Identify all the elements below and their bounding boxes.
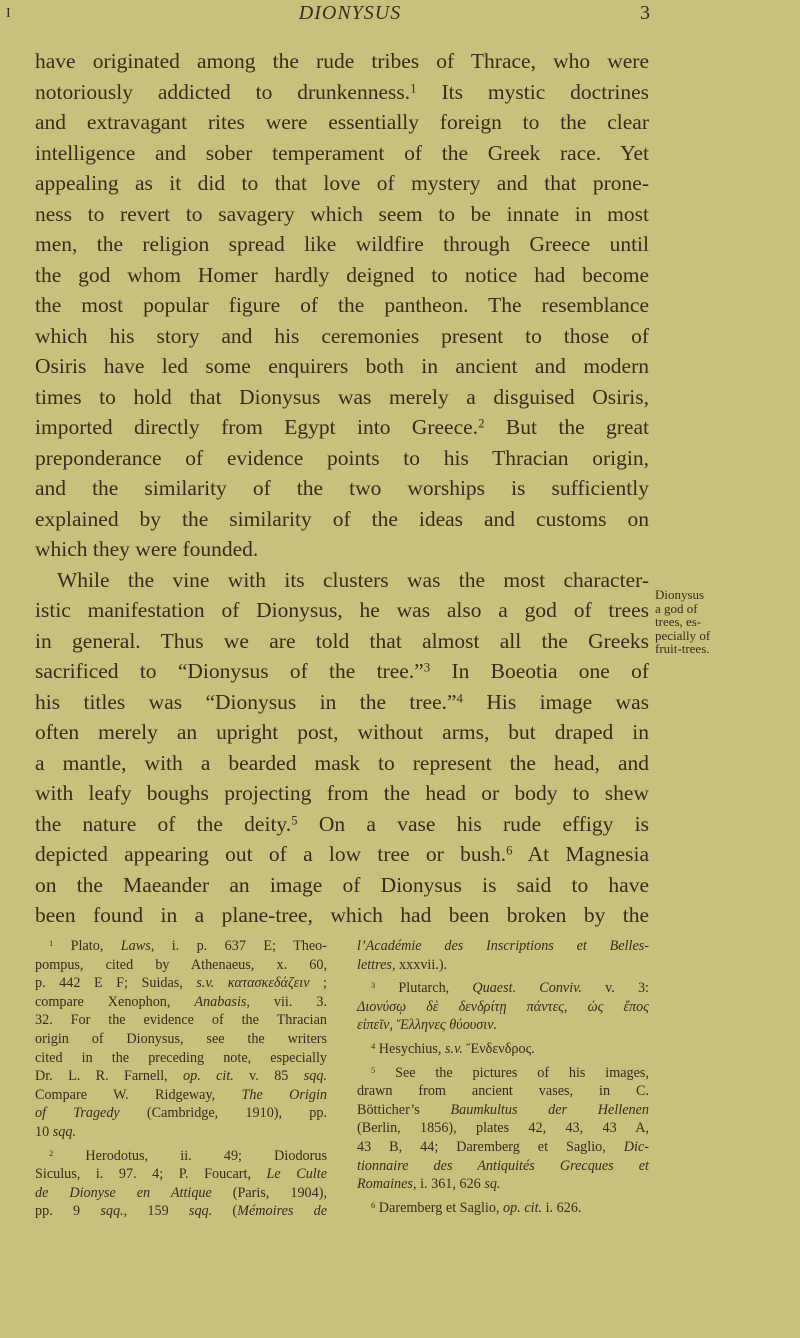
text-segment: Osiris have led some enquirers both in ancient and modern	[35, 354, 649, 378]
italic-text: Baumkultus der Hellenen	[450, 1101, 649, 1118]
margin-note-line: pecially of	[655, 627, 711, 643]
italic-text: sq.	[484, 1176, 501, 1193]
text-segment: appealing as it did to that love of mystery and that prone-	[35, 171, 649, 195]
italic-text: sqq.	[303, 1068, 327, 1085]
text-line	[35, 107, 649, 138]
text-segment: (Paris, 1904),	[211, 1184, 328, 1201]
text-line	[35, 956, 327, 975]
text-line	[35, 1104, 327, 1123]
footnote-marker: 3	[423, 660, 431, 675]
text-segment: , i. p. 637 E; Theo-	[150, 938, 328, 954]
text-segment: 32. For the evidence of the Thracian	[35, 1012, 327, 1029]
italic-text: op. cit.	[503, 1199, 543, 1216]
text-segment: Herodotus, ii. 49; Diodorus	[53, 1147, 327, 1164]
text-segment: (Berlin, 1856), plates 42, 43, 43 A,	[357, 1120, 649, 1137]
text-line	[35, 534, 649, 565]
italic-text: Dic-	[623, 1138, 649, 1155]
footnote-marker: 2	[49, 1147, 54, 1158]
text-line	[35, 46, 649, 77]
text-line	[35, 1049, 327, 1068]
italic-text: tionnaire des Antiquités Grecques et	[357, 1157, 649, 1174]
text-line	[35, 993, 327, 1012]
text-segment: the most popular figure of the pantheon. The resemblance	[35, 293, 649, 317]
text-line	[35, 717, 649, 748]
text-line	[35, 1165, 327, 1184]
text-line	[357, 937, 649, 956]
text-line	[35, 870, 649, 901]
text-segment: a mantle, with a bearded mask to represent the head, and	[35, 750, 649, 775]
text-segment: cited in the preceding note, especially	[35, 1049, 327, 1066]
text-segment: p. 442 E F; Suidas,	[35, 975, 197, 992]
italic-text: s.v.	[445, 1040, 463, 1057]
text-line	[35, 168, 649, 199]
footnote-marker: 1	[49, 937, 54, 948]
text-line	[35, 626, 649, 657]
text-line	[357, 956, 649, 975]
text-segment: Dr. L. R. Farnell,	[35, 1068, 184, 1085]
text-line	[357, 979, 649, 998]
italic-text: sqq.	[100, 1203, 124, 1220]
footnote-marker: 4	[456, 691, 463, 706]
text-line	[35, 290, 649, 321]
text-line	[35, 974, 327, 993]
italic-text: εἰπεῖν, Ἕλληνες θύουσιν.	[357, 1017, 498, 1034]
footnote-marker: 1	[410, 81, 417, 96]
text-line	[35, 199, 649, 230]
text-line	[35, 1011, 327, 1030]
text-segment: Plato,	[53, 938, 121, 954]
footnote-marker: 2	[478, 416, 485, 431]
margin-note-line: Dionysus	[655, 587, 705, 602]
text-line	[35, 1067, 327, 1086]
text-line	[35, 1030, 327, 1049]
text-segment: times to hold that Dionysus was merely a disguised Osiris,	[35, 384, 649, 409]
text-segment: (Cambridge, 1910), pp.	[119, 1105, 327, 1122]
text-segment: Its mystic doctrines	[416, 79, 649, 104]
text-segment: in general. Thus we are told that almost all the Greeks	[35, 628, 649, 653]
text-line	[35, 687, 649, 718]
body-text	[35, 46, 649, 931]
text-line	[35, 1202, 327, 1221]
italic-text: sqq.	[188, 1203, 213, 1220]
text-line	[35, 900, 649, 931]
text-line	[35, 382, 649, 413]
text-segment: men, the religion spread like wildfire through Greece until	[35, 232, 649, 256]
italic-text: s.v. κατασκεδάζειν	[196, 975, 310, 992]
text-segment: which they were founded.	[35, 537, 259, 561]
text-segment: been found in a plane-tree, which had been broken by the	[35, 903, 649, 927]
text-segment: But the great	[484, 415, 649, 439]
text-segment: On a vase his rude effigy is	[297, 811, 649, 836]
text-segment: 10	[35, 1123, 53, 1140]
text-line	[357, 1175, 649, 1194]
text-line	[357, 1157, 649, 1176]
text-line	[35, 809, 649, 840]
text-segment: Bötticher’s	[357, 1101, 451, 1118]
text-segment: His image was	[463, 689, 649, 714]
text-segment: pp. 9	[35, 1203, 101, 1220]
page-number: 3	[640, 2, 650, 24]
italic-text: lettres	[357, 956, 392, 973]
text-line	[35, 778, 649, 809]
text-segment: drawn from ancient vases, in C.	[357, 1083, 649, 1100]
text-segment: , vii. 3.	[246, 993, 327, 1010]
text-segment: which his story and his ceremonies present to those of	[35, 323, 649, 348]
text-line	[35, 351, 649, 382]
text-line	[35, 1147, 327, 1166]
text-segment: preponderance of evidence points to his Thracian origin,	[35, 445, 649, 470]
text-segment: istic manifestation of Dionysus, he was also a god of trees	[35, 598, 649, 622]
text-line	[357, 1138, 649, 1157]
text-line	[35, 504, 649, 535]
text-line	[357, 1040, 649, 1059]
text-line	[35, 229, 649, 260]
italic-text: op. cit.	[183, 1068, 234, 1085]
text-line	[35, 77, 649, 108]
text-segment: have originated among the rude tribes of Thrace, who were	[35, 49, 649, 73]
text-segment: v. 85	[233, 1068, 304, 1085]
text-line	[35, 321, 649, 352]
text-segment: ;	[309, 975, 327, 992]
italic-text: de Dionyse en Attique	[35, 1184, 212, 1201]
italic-text: Mémoires de	[237, 1203, 328, 1220]
running-title: DIONYSUS	[298, 2, 402, 24]
text-segment: ness to revert to savagery which seem to be innate in most	[35, 201, 649, 226]
italic-text: The Origin	[241, 1086, 327, 1103]
italic-text: sqq.	[52, 1123, 76, 1140]
text-segment: explained by the similarity of the ideas and customs on	[35, 506, 649, 531]
text-line	[35, 260, 649, 291]
italic-text: Le Culte	[266, 1166, 327, 1183]
footnote-marker: 4	[371, 1040, 376, 1051]
text-segment: with leafy boughs projecting from the head or body to shew	[35, 781, 649, 805]
volume-marker: I	[6, 6, 11, 21]
text-line	[35, 937, 327, 956]
text-segment: pompus, cited by Athenaeus, x. 60,	[35, 956, 327, 973]
italic-text: of Tragedy	[35, 1105, 120, 1122]
text-segment: In Boeotia one of	[430, 659, 649, 683]
text-line	[35, 1123, 327, 1142]
italic-text: Quaest. Conviv.	[472, 980, 582, 997]
text-line	[35, 412, 649, 443]
italic-text: Laws	[120, 938, 151, 954]
text-segment: on the Maeander an image of Dionysus is said to have	[35, 872, 649, 897]
margin-note-line: trees, es-	[655, 614, 702, 629]
text-segment: , xxxvii.).	[391, 956, 448, 973]
text-segment: and the similarity of the two worships is sufficiently	[35, 476, 649, 500]
text-segment: depicted appearing out of a low tree or bush.	[35, 842, 507, 866]
text-segment: (	[212, 1203, 238, 1220]
text-segment: sacrificed to “Dionysus of the tree.”	[35, 659, 424, 683]
text-segment: , i. 361, 626	[412, 1176, 485, 1193]
text-segment: While the vine with its clusters was the most character-	[57, 567, 649, 592]
text-segment: origin of Dionysus, see the writers	[35, 1030, 327, 1047]
text-line	[35, 473, 649, 504]
text-segment: 43 B, 44; Daremberg et Saglio,	[357, 1138, 624, 1155]
footnote-marker: 6	[371, 1199, 376, 1210]
footnotes-right-column	[357, 937, 649, 1217]
text-segment: his titles was “Dionysus in the tree.”	[35, 689, 457, 714]
text-line	[357, 1199, 649, 1218]
text-segment: imported directly from Egypt into Greece.	[35, 415, 479, 439]
text-line	[357, 1119, 649, 1138]
italic-text: Romaines	[357, 1176, 413, 1193]
text-line	[35, 443, 649, 474]
text-segment: Siculus, i. 97. 4; P. Foucart,	[35, 1166, 267, 1183]
text-line	[357, 1016, 649, 1035]
text-segment: i. 626.	[542, 1199, 582, 1216]
text-segment: notoriously addicted to drunkenness.	[35, 79, 411, 104]
text-segment: Hesychius,	[375, 1040, 445, 1057]
text-segment: At Magnesia	[512, 842, 649, 866]
italic-text: l’Académie des Inscriptions et Belles-	[357, 938, 649, 954]
text-segment: intelligence and sober temperament of the Greek race. Yet	[35, 140, 649, 165]
italic-text: Anabasis	[194, 993, 247, 1010]
footnote-marker: 5	[291, 813, 298, 828]
text-line	[35, 565, 649, 596]
text-segment: , 159	[123, 1203, 189, 1220]
text-segment: v. 3:	[581, 980, 650, 997]
text-line	[35, 138, 649, 169]
text-segment: Ἔνδενδρος.	[462, 1040, 535, 1057]
text-segment: and extravagant rites were essentially foreign to the clear	[35, 110, 649, 134]
text-segment: compare Xenophon,	[35, 993, 195, 1010]
text-line	[35, 656, 649, 687]
footnote-marker: 6	[506, 843, 513, 858]
text-segment: often merely an upright post, without arms, but draped in	[35, 720, 649, 744]
text-segment: Plutarch,	[375, 980, 473, 997]
text-segment: Daremberg et Saglio,	[375, 1199, 504, 1216]
text-line	[357, 1064, 649, 1083]
italic-text: Διονύσῳ δὲ δενδρίτῃ πάντες, ὡς ἔπος	[357, 998, 649, 1015]
text-line	[35, 839, 649, 870]
text-segment: the nature of the deity.	[35, 811, 292, 836]
text-line	[357, 998, 649, 1017]
text-line	[357, 1082, 649, 1101]
footnote-marker: 3	[371, 979, 376, 990]
footnotes-left-column	[35, 937, 327, 1221]
margin-note-line: fruit-trees.	[655, 641, 710, 656]
text-line	[357, 1101, 649, 1120]
text-segment: Compare W. Ridgeway,	[35, 1086, 242, 1103]
text-line	[35, 595, 649, 626]
footnote-marker: 5	[371, 1064, 376, 1075]
text-line	[35, 1086, 327, 1105]
text-segment: See the pictures of his images,	[375, 1064, 649, 1081]
text-segment: the god whom Homer hardly deigned to notice had become	[35, 262, 649, 287]
text-line	[35, 1184, 327, 1203]
margin-note-line: a god of	[655, 600, 698, 616]
margin-note	[655, 588, 797, 656]
text-line	[35, 748, 649, 779]
